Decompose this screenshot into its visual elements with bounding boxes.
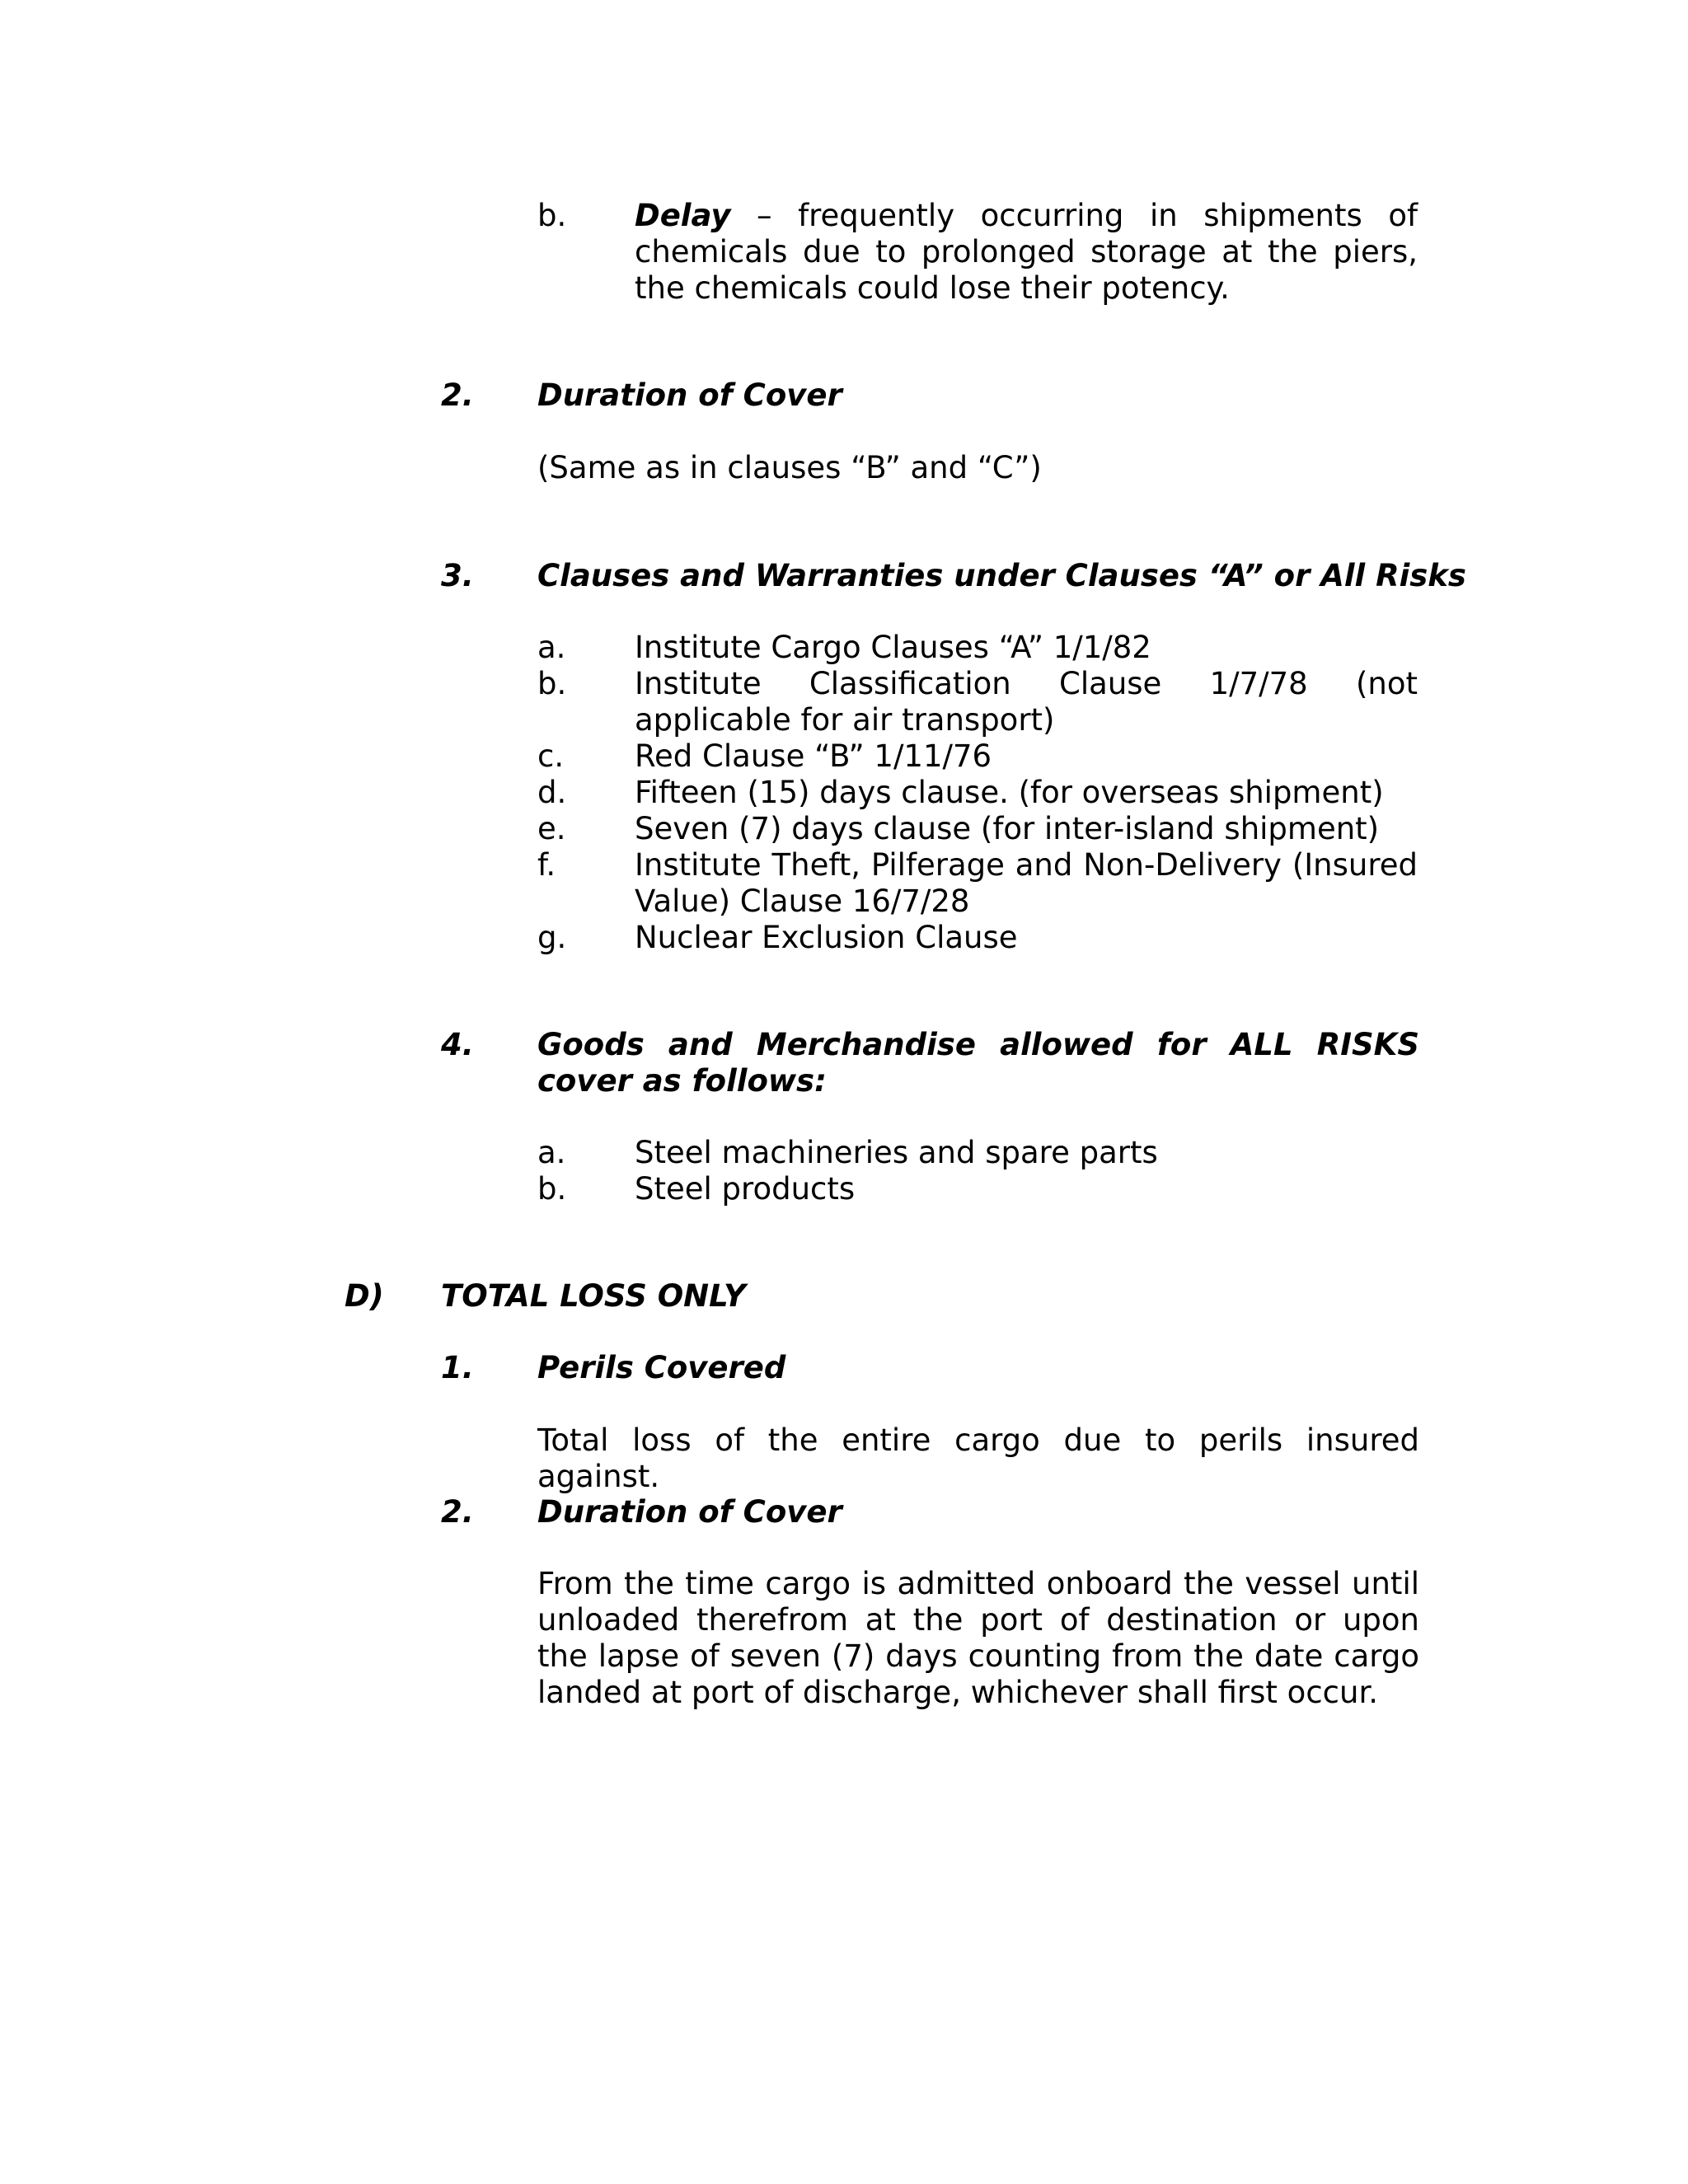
section-title: Perils Covered [537, 1350, 786, 1385]
delay-description: – frequently occurring in shipments of chemicals due to prolonged storage at the piers, the chemicals could lose their potency. [635, 198, 1418, 306]
list-item-text: Institute Theft, Pilferage and Non-Delivery (Insured Value) Clause 16/7/28 [635, 847, 1418, 919]
delay-term: Delay [635, 198, 731, 233]
section-body: (Same as in clauses “B” and “C”) [537, 450, 1042, 485]
list-item-label: a. [537, 1135, 566, 1170]
list-item-text: Institute Cargo Clauses “A” 1/1/82 [635, 630, 1151, 665]
section-number: 1. [441, 1350, 474, 1385]
list-item-text: Seven (7) days clause (for inter-island shipment) [635, 811, 1380, 846]
list-item-label: b. [537, 666, 567, 701]
list-item-label: b. [537, 1171, 567, 1207]
section-title: Clauses and Warranties under Clauses “A” or All Risks [537, 558, 1466, 593]
list-item-text: Nuclear Exclusion Clause [635, 920, 1018, 955]
section-body: From the time cargo is admitted onboard the vessel until unloaded therefrom at the port of destination or upon the lapse of seven (7) days counting from the date cargo landed at port of discharge, whichever shall first occur. [537, 1566, 1419, 1710]
list-item-label: d. [537, 775, 567, 810]
list-item-text: Institute Classification Clause 1/7/78 (not applicable for air transport) [635, 666, 1418, 738]
section-number: 3. [441, 558, 474, 593]
section-title: Duration of Cover [537, 1494, 842, 1530]
list-item-label: f. [537, 847, 556, 883]
list-item-text: Steel machineries and spare parts [635, 1135, 1158, 1170]
list-item-label: g. [537, 920, 567, 955]
list-item-text: Steel products [635, 1171, 856, 1207]
section-title: Goods and Merchandise allowed for ALL RISKS cover as follows: [537, 1027, 1419, 1099]
list-item-label: a. [537, 630, 566, 665]
section-number: 4. [441, 1027, 474, 1062]
list-item-label: e. [537, 811, 566, 846]
list-item-text: Red Clause “B” 1/11/76 [635, 738, 992, 774]
delay-item-text [635, 198, 1418, 307]
section-letter: D) [345, 1278, 384, 1314]
section-title: TOTAL LOSS ONLY [441, 1278, 746, 1314]
section-number: 2. [441, 1494, 474, 1530]
list-item-text: Fifteen (15) days clause. (for overseas shipment) [635, 775, 1384, 810]
list-item-label: b. [537, 198, 567, 233]
section-number: 2. [441, 377, 474, 413]
section-title: Duration of Cover [537, 377, 842, 413]
section-body: Total loss of the entire cargo due to perils insured against. [537, 1422, 1419, 1494]
list-item-label: c. [537, 738, 565, 774]
